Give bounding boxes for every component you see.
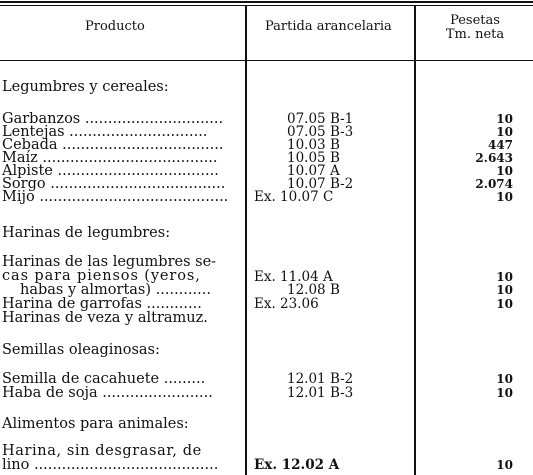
row-veza-product: Harinas de veza y altramuz. bbox=[2, 310, 208, 326]
header-producto: Producto bbox=[85, 19, 145, 34]
row-maiz-pesetas: 2.643 bbox=[475, 151, 513, 165]
row-soja-pesetas: 10 bbox=[496, 386, 513, 400]
row-sorgo-product: Sorgo ...................................... bbox=[2, 176, 226, 192]
section-harinas: Harinas de legumbres: bbox=[2, 225, 171, 241]
row-lino-line1: Harina, sin desgrasar, de bbox=[2, 443, 202, 459]
row-sorgo-pesetas: 2.074 bbox=[475, 177, 513, 191]
row-soja-product: Haba de soja ........................ bbox=[2, 385, 213, 401]
row-garrofas-pesetas: 10 bbox=[496, 297, 513, 311]
row-harinas-leg-line1: Harinas de las legumbres se- bbox=[2, 254, 217, 270]
row-alpiste-product: Alpiste ................................... bbox=[2, 163, 219, 179]
section-legumbres: Legumbres y cereales: bbox=[2, 79, 169, 95]
row-soja-partida: 12.01 B-3 bbox=[287, 385, 354, 401]
divider-1 bbox=[245, 5, 247, 475]
row-garbanzos-partida: 07.05 B-1 bbox=[287, 111, 354, 127]
row-garrofas-product: Harina de garrofas ............ bbox=[2, 296, 202, 312]
header-pesetas-line2: Tm. neta bbox=[445, 27, 505, 42]
row-mijo-product: Mijo ......................................... bbox=[2, 189, 229, 205]
row-alpiste-partida: 10.07 A bbox=[287, 163, 340, 179]
row-harinas-leg-line2: cas para piensos (yeros, bbox=[2, 268, 201, 284]
row-maiz-product: Maíz ...................................... bbox=[2, 150, 218, 166]
row-harinas-leg-line3: habas y almortas) ............ bbox=[20, 282, 211, 298]
row-mijo-pesetas: 10 bbox=[496, 190, 513, 204]
top-rule-2 bbox=[0, 5, 533, 6]
row-cacahuete-partida: 12.01 B-2 bbox=[287, 371, 354, 387]
row-garbanzos-product: Garbanzos .............................. bbox=[2, 111, 224, 127]
row-mijo-partida: Ex. 10.07 C bbox=[254, 189, 334, 205]
row-cebada-product: Cebada ................................... bbox=[2, 137, 224, 153]
row-sorgo-partida: 10.07 B-2 bbox=[287, 176, 354, 192]
row-harinas-leg-pesetas2: 10 bbox=[496, 283, 513, 297]
row-garbanzos-pesetas: 10 bbox=[496, 112, 513, 126]
section-semillas: Semillas oleaginosas: bbox=[2, 342, 160, 358]
row-cacahuete-pesetas: 10 bbox=[496, 372, 513, 386]
row-maiz-partida: 10.05 B bbox=[287, 150, 340, 166]
divider-2 bbox=[414, 5, 416, 475]
row-lino-partida: Ex. 12.02 A bbox=[254, 457, 340, 473]
row-lino-line2: lino ........................................ bbox=[2, 457, 219, 473]
row-lentejas-product: Lentejas .............................. bbox=[2, 124, 208, 140]
row-garrofas-partida: Ex. 23.06 bbox=[254, 296, 319, 312]
row-lentejas-pesetas: 10 bbox=[496, 125, 513, 139]
header-pesetas bbox=[440, 14, 510, 42]
row-lino-pesetas: 10 bbox=[496, 458, 513, 472]
top-rule-1 bbox=[0, 1, 533, 3]
header-rule bbox=[0, 60, 533, 61]
section-alimentos: Alimentos para animales: bbox=[2, 416, 189, 432]
row-harinas-leg-partida2: 12.08 B bbox=[287, 282, 340, 298]
row-cebada-pesetas: 447 bbox=[487, 138, 513, 152]
row-alpiste-pesetas: 10 bbox=[496, 164, 513, 178]
header-pesetas-line1: Pesetas bbox=[450, 13, 500, 28]
header-partida: Partida arancelaria bbox=[265, 19, 392, 34]
row-lentejas-partida: 07.05 B-3 bbox=[287, 124, 354, 140]
row-cacahuete-product: Semilla de cacahuete ......... bbox=[2, 371, 206, 387]
row-harinas-leg-partida1: Ex. 11.04 A bbox=[254, 269, 333, 285]
row-cebada-partida: 10.03 B bbox=[287, 137, 340, 153]
row-harinas-leg-pesetas1: 10 bbox=[496, 270, 513, 284]
